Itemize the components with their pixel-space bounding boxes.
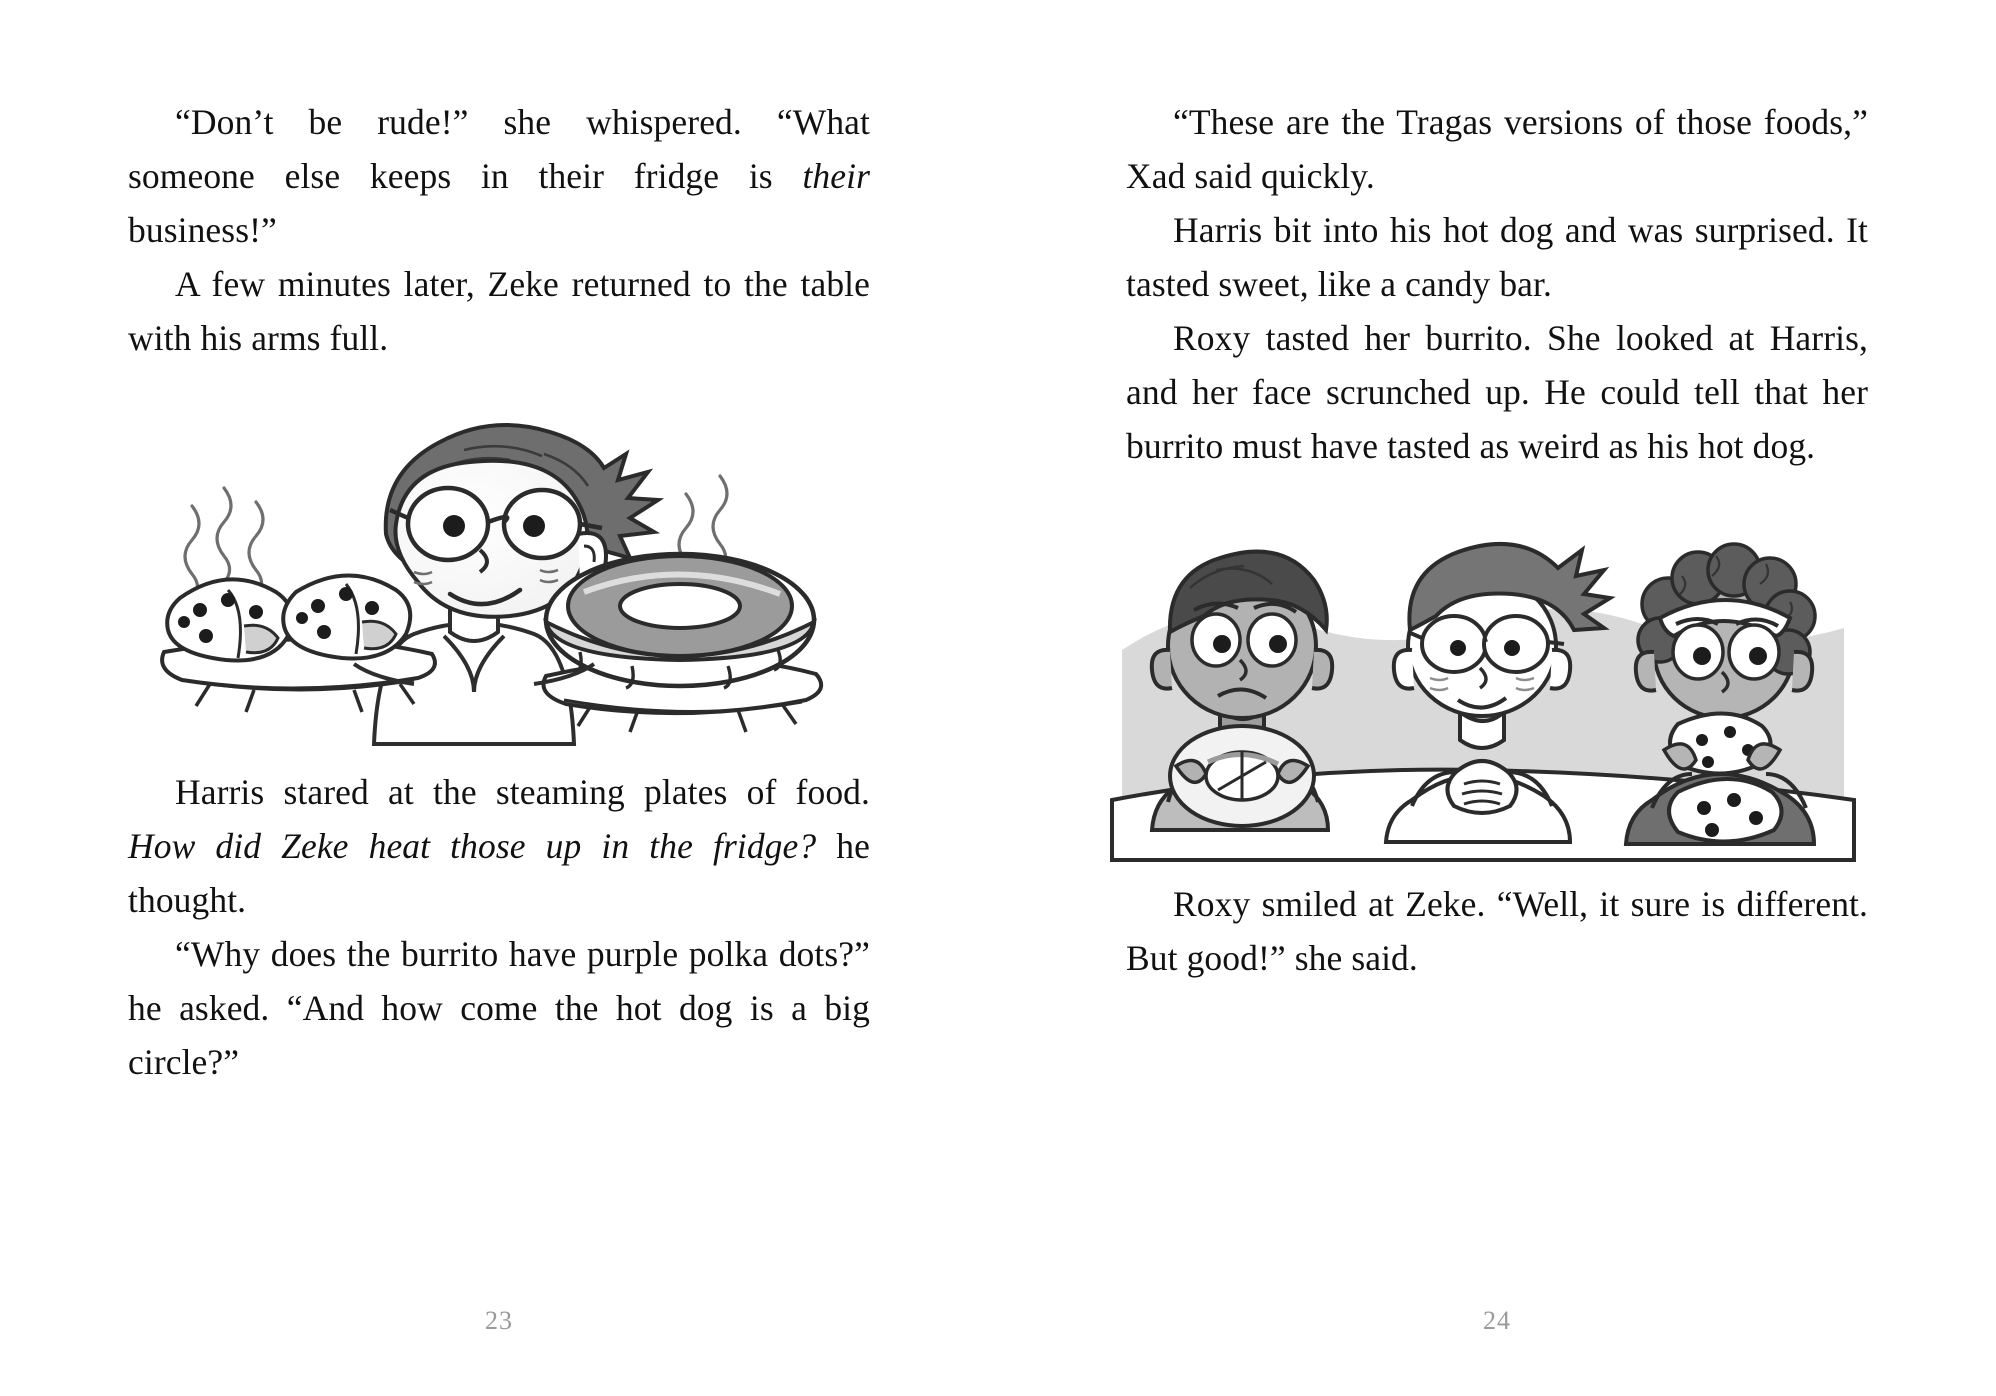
- text-run: Roxy tasted her burrito. She looked at Harris, and her face scrunched up. He could tell that her burrito must have tasted as weird as his hot dog.: [1126, 317, 1868, 466]
- text-run: Roxy smiled at Zeke. “Well, it sure is different. But good!” she said.: [1126, 883, 1868, 978]
- text-column-left: [128, 96, 870, 1089]
- paragraph: [1126, 204, 1868, 312]
- three-kids-eating-illustration: [1112, 500, 1854, 860]
- text-run: Harris bit into his hot dog and was surprised. It tasted sweet, like a candy bar.: [1126, 209, 1868, 304]
- paragraph: [128, 96, 870, 258]
- text-run: he thought.: [128, 825, 870, 920]
- text-run: business!”: [128, 209, 277, 250]
- paragraph: [128, 766, 870, 928]
- paragraph: [1126, 312, 1868, 474]
- text-run: A few minutes later, Zeke returned to the table with his arms full.: [128, 263, 870, 358]
- text-run-italic: their: [802, 155, 870, 196]
- page-right: [998, 0, 1996, 1396]
- paragraph: [1126, 878, 1868, 986]
- text-run: “Why does the burrito have purple polka dots?” he asked. “And how come the hot dog is a big circle?”: [128, 933, 870, 1082]
- paragraph: [128, 928, 870, 1090]
- paragraph: [1126, 96, 1868, 204]
- page-number: 24: [1483, 1306, 1511, 1335]
- text-column-right: [1126, 96, 1868, 986]
- text-run-italic: How did Zeke heat those up in the fridge?: [128, 825, 817, 866]
- text-run: Harris stared at the steaming plates of food.: [175, 771, 870, 812]
- paragraph: [128, 258, 870, 366]
- zeke-carrying-plates-illustration: [114, 384, 856, 744]
- page-number: 23: [485, 1306, 513, 1335]
- text-run: “These are the Tragas versions of those foods,” Xad said quickly.: [1126, 102, 1868, 196]
- text-run: “Don’t be rude!” she whispered. “What someone else keeps in their fridge is: [128, 102, 870, 196]
